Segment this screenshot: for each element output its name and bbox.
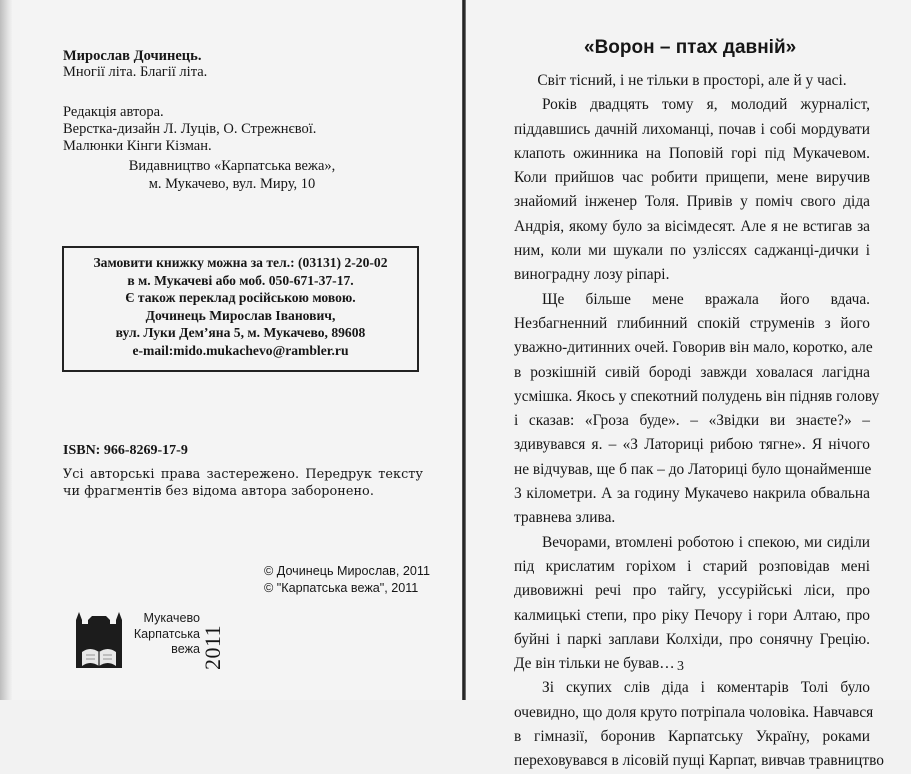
credit-line: Малюнки Кінги Кізман.	[63, 138, 212, 154]
logo-year: 2011	[200, 624, 225, 670]
copyright-line: © Дочинець Мирослав, 2011	[264, 564, 430, 578]
logo-line: вежа	[171, 642, 200, 656]
chapter-title: «Ворон – птах давній»	[584, 37, 797, 58]
text-line: Незбагненний глибинний спокій струменів з його	[514, 314, 870, 332]
text-line: 3 кілометри. А за годину Мукачево накрила обвальна	[514, 485, 870, 503]
chapter-body	[514, 69, 884, 774]
order-line: Є також переклад російською мовою.	[125, 290, 356, 306]
text-line: очевидно, що доля круто потріпала чоловіка. Навчався	[514, 703, 874, 721]
order-line: в м. Мукачеві або моб. 050-671-37-17.	[127, 272, 354, 288]
order-line: Замовити книжку можна за тел.: (03131) 2-20-02	[93, 255, 388, 270]
text-line: в розкішній сивій бороді завжди ховалася лагідна	[514, 363, 870, 381]
text-line: і сказав: «Гроза буде». – «Звідки ви знаєте?» –	[514, 412, 870, 430]
imprint-credits	[63, 104, 316, 155]
imprint-book-title: Многії літа. Благії літа.	[63, 64, 208, 80]
text-line: усмішка. Якось у спекотний полудень він підняв голову	[514, 387, 880, 405]
text-line: ним, коли ми шукали по узліссях саджанці-дички і	[514, 242, 870, 260]
isbn: ISBN: 966-8269-17-9	[63, 443, 188, 458]
order-line: вул. Луки Дем’яна 5, м. Мукачево, 89608	[115, 325, 366, 341]
text-line: виноградну лозу ріпарі.	[514, 266, 670, 284]
text-line: здивувався я. – «З Латориці рибою тягне». Я нічого	[514, 436, 870, 454]
text-line: Років двадцять тому я, молодий журналіст,	[542, 96, 870, 114]
credit-line: Верстка-дизайн Л. Луців, О. Стрежнєвої.	[63, 121, 317, 137]
text-line: переховувався в лісовій пущі Карпат, вивчав травництво	[514, 752, 884, 770]
logo-text	[130, 611, 200, 658]
rights-notice: Усі авторські права застережено. Передрук тексту чи фрагментів без відома автора заборонено.	[63, 467, 423, 499]
order-info-box	[62, 246, 419, 372]
text-line: Зі скупих слів діда і коментарів Толі було	[542, 679, 870, 697]
copyright-line: © "Карпатська вежа", 2011	[264, 581, 419, 595]
publisher-line: м. Мукачево, вул. Миру, 10	[148, 176, 316, 192]
text-line: Коли прийшов час робити прищепи, мене виручив	[514, 169, 870, 187]
publisher-info	[63, 157, 401, 193]
text-line: калмицькі степи, про ріку Печору і гори Алтаю, про	[514, 606, 870, 624]
publisher-logo	[74, 608, 224, 678]
logo-line: Мукачево	[143, 611, 200, 625]
order-line: Дочинець Мирослав Іванович,	[145, 307, 336, 323]
text-line: клапоть ожинника на Поповій горі під Мукачевом.	[514, 144, 870, 162]
text-line: знайомий інженер Толя. Привів у поміч свого діда	[514, 193, 870, 211]
credit-line: Редакція автора.	[63, 104, 164, 120]
imprint-author: Мирослав Дочинець.	[63, 48, 202, 64]
page-edge-shadow	[0, 0, 12, 700]
page-number: 3	[677, 659, 684, 674]
text-line: дивовижні речі про тайгу, уссурійські ліси, про	[514, 582, 870, 600]
text-line: Ще більше мене вражала його вдача.	[542, 290, 870, 308]
castle-book-icon	[74, 608, 124, 670]
publisher-line: Видавництво «Карпатська вежа»,	[128, 158, 336, 174]
text-line: під крислатим горіхом і старий розповідав мені	[514, 557, 870, 575]
text-line: Вечорами, втомлені роботою і спекою, ми сиділи	[542, 533, 870, 551]
text-line: уважно-дитинних очей. Говорив він мало, коротко, але	[514, 339, 873, 357]
text-line: не відчував, ще б пак – до Латориці було щонайменше	[514, 460, 872, 478]
copyright-notice	[264, 563, 430, 597]
text-line: буйні і паркі заплави Колхіди, про сонячну Грецію.	[514, 630, 870, 648]
text-line: Де він тільки не бував…	[514, 655, 675, 673]
text-line: Світ тісний, і не тільки в просторі, але й у часі.	[537, 72, 847, 89]
text-line: в гімназії, боронив Карпатську Україну, роками	[514, 728, 870, 746]
text-line: піддавшись дачній лихоманці, почав і собі мордувати	[514, 120, 870, 138]
text-line: Андрія, якому було за вісімдесят. Але я не встигав за	[514, 217, 870, 235]
logo-line: Карпатська	[133, 626, 200, 641]
order-email: e-mail:mido.mukachevo@rambler.ru	[132, 342, 349, 358]
text-line: травнева злива.	[514, 509, 616, 527]
